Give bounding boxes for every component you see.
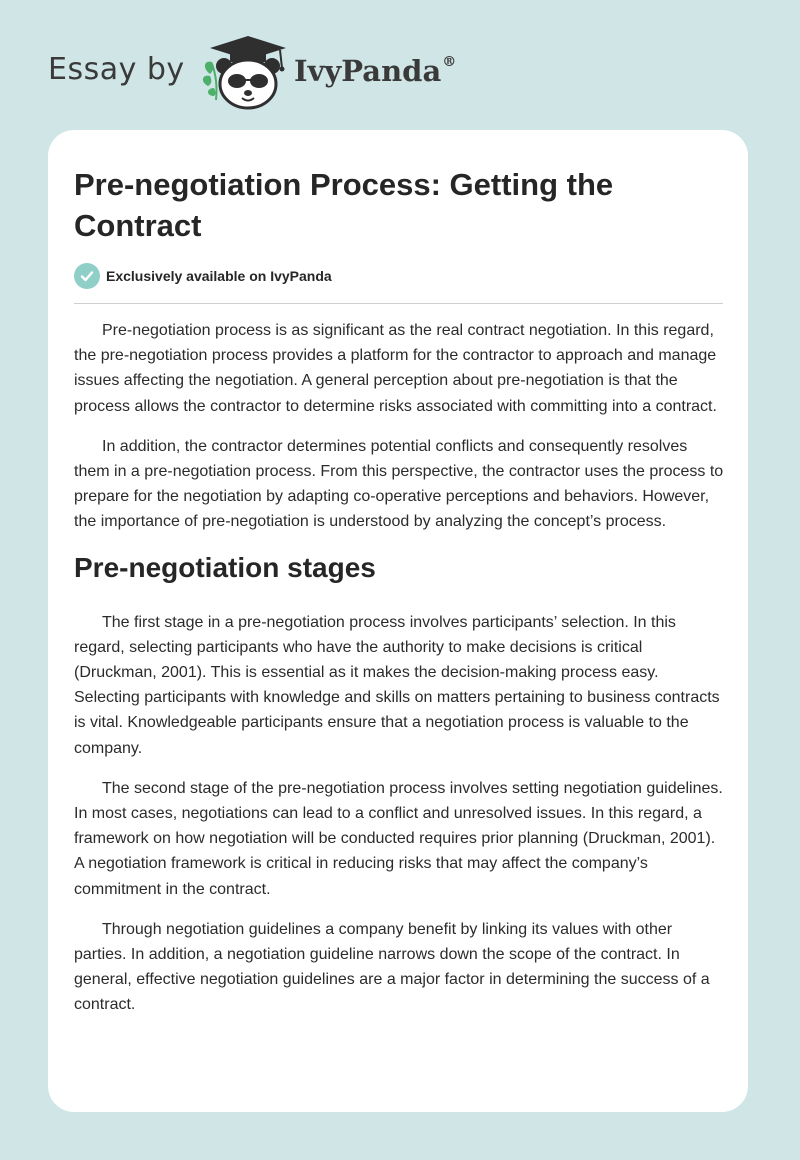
site-header [48, 34, 508, 114]
article-card [48, 130, 748, 1112]
paragraph: Pre-negotiation process is as significant as the real contract negotiation. In this regard, the pre-negotiation process provides a platform for the contractor to approach and manage issues affecting the negotiation. A general perception about pre-negotiation is that the process allows the contractor to determine risks associated with committing into a contract. [74, 322, 717, 415]
registered-mark: ® [442, 54, 457, 71]
essay-by-label: Essay by [48, 52, 185, 87]
panda-graduate-icon[interactable] [200, 34, 290, 110]
divider [74, 303, 723, 304]
brand-name[interactable] [294, 54, 456, 88]
paragraph: The second stage of the pre-negotiation process involves setting negotiation guidelines. In most cases, negotiations can lead to a conflict and unresolved issues. In this regard, a framework on how negotiation will be conducted requires prior planning (Druckman, 2001). A negotiation framework is critical in reducing risks that may affect the company’s commitment in the contract. [74, 779, 723, 898]
paragraph: The first stage in a pre-negotiation process involves participants’ selection. In this regard, selecting participants who have the authority to make decisions is critical (Druckman, 2001). This is essential as it makes the decision-making process easy. Selecting participants with knowledge and skills on matters pertaining to business contracts is vital. Knowledgeable participants ensure that a negotiation process is valuable to the company. [74, 613, 720, 757]
check-icon [74, 263, 100, 289]
page-title: Pre-negotiation Process: Getting the Contract [74, 167, 614, 243]
brand-name-text: IvyPanda [294, 54, 442, 88]
section-heading: Pre-negotiation stages [74, 551, 376, 583]
paragraph: In addition, the contractor determines potential conflicts and consequently resolves them in a pre-negotiation process. From this perspective, the contractor uses the process to prepare for the negotiation by adapting co-operative perceptions and behaviors. However, the importance of pre-negotiation is understood by analyzing the concept’s process. [74, 437, 724, 531]
article-body [74, 318, 724, 1033]
exclusive-badge [74, 263, 332, 289]
paragraph: Through negotiation guidelines a company benefit by linking its values with other parties. In addition, a negotiation guideline narrows down the scope of the contract. In general, effective negotiation guidelines are a major factor in determining the success of a contract. [74, 920, 710, 1014]
exclusive-badge-label: Exclusively available on IvyPanda [106, 268, 332, 284]
